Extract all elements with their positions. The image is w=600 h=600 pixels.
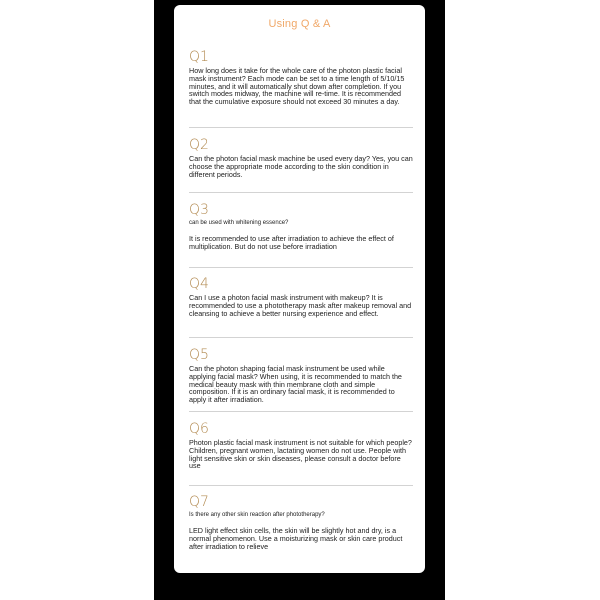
qa-item-1 <box>189 49 413 106</box>
divider <box>189 485 413 486</box>
qa-text: Photon plastic facial mask instrument is not suitable for which people? Children, pregnant women, lactating women do not use. People with light sensitive skin or skin diseases, please consult a doctor before use <box>189 438 412 471</box>
question-label: Q6 <box>189 421 209 437</box>
qa-item-7 <box>189 494 413 550</box>
answer-text: LED light effect skin cells, the skin will be slightly hot and dry, is a normal phenomenon. Use a moisturizing mask or skin care product after irradiation to relieve <box>189 526 403 551</box>
divider <box>189 127 413 128</box>
question-label: Q5 <box>189 347 209 363</box>
qa-text: How long does it take for the whole care of the photon plastic facial mask instrument? Each mode can be set to a time length of 5/10/15 minutes, and it will automatically shut down after completion. If you switch modes midway, the machine will re-time. It is recommended that the cumulative exposure should not exceed 30 minutes a day. <box>189 66 405 107</box>
qa-text: Can the photon shaping facial mask instrument be used while applying facial mask? When using, it is recommended to match the medical beauty mask with thin membrane cloth and simple composition. If it is an ordinary facial mask, it is recommended to apply it after irradiation. <box>189 364 402 405</box>
divider <box>189 411 413 412</box>
question-label: Q1 <box>189 49 209 65</box>
divider <box>189 267 413 268</box>
qa-card <box>174 5 425 573</box>
page-title: Using Q & A <box>268 18 331 30</box>
qa-item-4 <box>189 276 413 317</box>
question-text: can be used with whitening essence? <box>189 220 289 226</box>
answer-text: It is recommended to use after irradiation to achieve the effect of multiplication. But do not use before irradiation <box>189 234 394 251</box>
divider <box>189 337 413 338</box>
question-text: Is there any other skin reaction after phototherapy? <box>189 512 325 518</box>
question-label: Q2 <box>189 137 209 153</box>
question-label: Q3 <box>189 202 209 218</box>
qa-text: Can I use a photon facial mask instrument with makeup? It is recommended to use a phototherapy mask after makeup removal and cleansing to achieve a better nursing experience and effect. <box>189 293 412 318</box>
question-label: Q4 <box>189 276 209 292</box>
question-label: Q7 <box>189 494 209 510</box>
qa-text: Can the photon facial mask machine be used every day? Yes, you can choose the appropriate mode according to the skin condition in different periods. <box>189 154 413 179</box>
qa-item-2 <box>189 137 413 178</box>
black-frame <box>154 0 445 600</box>
qa-item-6 <box>189 421 413 470</box>
qa-item-3 <box>189 202 413 251</box>
qa-item-5 <box>189 347 413 404</box>
divider <box>189 192 413 193</box>
